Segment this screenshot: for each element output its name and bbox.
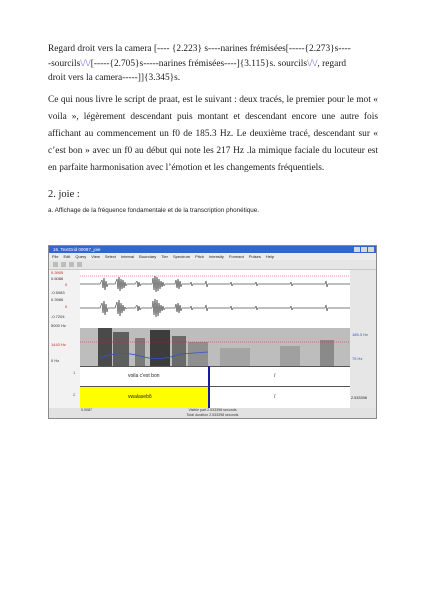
praat-window-title: 16. TextGrid 00087_joie [53, 247, 101, 252]
menu-item: Pulses [248, 254, 261, 259]
tier-interval-text: voila c'est bon [128, 373, 160, 379]
tier-boundary-slash: / [274, 394, 276, 400]
menu-item: Pitch [195, 254, 205, 259]
textgrid-tier-phonetic[interactable] [80, 386, 350, 410]
paragraph-analysis: Ce qui nous livre le script de praat, est le suivant : deux tracés, le premier pour le mot « voila », légèrement descendant puis montant et descendant encore une autre fois affichant au commencement un f0 de 185.3 Hz. Le deuxième tracé, descendant sur « c’est bon » avec un f0 au début qui note les 217 Hz .la mimique faciale du locuteur est en parfaite harmonisation avec l’émotion et les changements fréquentiels. [48, 94, 378, 174]
paragraph-timing [48, 42, 378, 86]
paragraph-line: -sourcils [48, 58, 81, 69]
menu-item: Help [265, 254, 275, 259]
spectrogram-band [320, 340, 334, 366]
menu-item: Tier [161, 254, 168, 259]
menu-item: Formant [228, 254, 244, 259]
start-time: 0.0087 [81, 408, 92, 412]
paragraph-line: [-----{2.705}s-----narines frémisées----]{3.115}s. sourcils [90, 58, 307, 69]
document-page [48, 42, 378, 214]
paragraph-line: , regard [317, 58, 347, 69]
section-heading: 2. joie : [48, 188, 80, 200]
spectrogram-band [188, 342, 208, 366]
spectrogram-display [80, 328, 350, 366]
praat-titlebar [49, 246, 376, 253]
close-icon [368, 247, 374, 252]
spectrogram-band [280, 346, 300, 366]
amplitude-label: 0.3986 [51, 297, 64, 302]
amplitude-label: -0.5083 [51, 290, 65, 295]
waveform-channel-2 [80, 299, 350, 317]
zero-label: 0 [65, 304, 68, 309]
toolbar-icon [69, 262, 74, 267]
toolbar-icon [53, 262, 58, 267]
tier-number: 2 [73, 392, 76, 397]
menu-item: Edit [63, 254, 71, 259]
tier-interval-text: vwalasebõ [128, 394, 152, 400]
praat-signal-panel [80, 270, 350, 418]
pitch-low-label: 75 Hz [352, 356, 363, 361]
menu-item: Intensity [209, 254, 224, 259]
maximize-icon [361, 247, 367, 252]
amplitude-label: 0.6086 [51, 276, 64, 281]
menu-item: Query [75, 254, 87, 259]
toolbar-icon [61, 262, 66, 267]
textgrid-tier-words[interactable] [80, 366, 350, 387]
spectrogram-band [113, 332, 129, 366]
spectrogram-band [98, 328, 112, 366]
menu-item: File [52, 254, 59, 259]
menu-item: Boundary [139, 254, 157, 259]
spectrogram-band [220, 348, 250, 366]
pitch-high-label: 185.3 Hz [352, 332, 369, 337]
paragraph-line: Regard droit vers la camera [---- {2.223} s----narines frémisées[-----{2.273}s---- [48, 44, 351, 54]
eyebrow-marker: \/\/ [80, 58, 91, 69]
time-info-bar [49, 408, 376, 418]
interval-boundary[interactable] [208, 366, 210, 408]
praat-editor-area [49, 270, 376, 418]
frequency-label: 5000 Hz [51, 323, 66, 328]
toolbar-icon [77, 262, 82, 267]
zero-label: 0 [65, 282, 68, 287]
tier-boundary-slash: / [274, 373, 276, 379]
total-duration: Total duration 2.533398 seconds [186, 413, 239, 417]
amplitude-label: -0.7204 [51, 314, 65, 319]
pitch-label: 1443 Hz [51, 342, 66, 347]
tier-number: 1 [73, 370, 76, 375]
minimize-icon [354, 247, 360, 252]
window-controls [354, 247, 374, 252]
spectrogram-band [150, 330, 170, 366]
paragraph-line: droit vers la camera-----]]{3.345}s. [48, 73, 181, 83]
right-axis-panel [350, 270, 376, 418]
time-right-label: 2.533398 [351, 396, 367, 400]
frequency-label: 0 Hz [51, 358, 60, 363]
spectrogram-band [172, 336, 186, 366]
menu-item: View [91, 254, 100, 259]
waveform-display [80, 270, 350, 328]
praat-screenshot [48, 245, 377, 419]
menu-item: Interval [121, 254, 135, 259]
eyebrow-marker: \/\/ [307, 58, 318, 69]
praat-toolbar [49, 260, 376, 270]
menu-item: Select [104, 254, 116, 259]
visible-duration: Visible part 2.533398 seconds [188, 408, 237, 412]
praat-menubar [49, 253, 376, 260]
menu-item: Spectrum [173, 254, 191, 259]
figure-caption: a. Affichage de la fréquence fondamentale et de la transcription phonétique. [48, 206, 259, 214]
waveform-channel-1 [80, 276, 350, 292]
cursor-time-label: 0.3905 [51, 270, 64, 275]
